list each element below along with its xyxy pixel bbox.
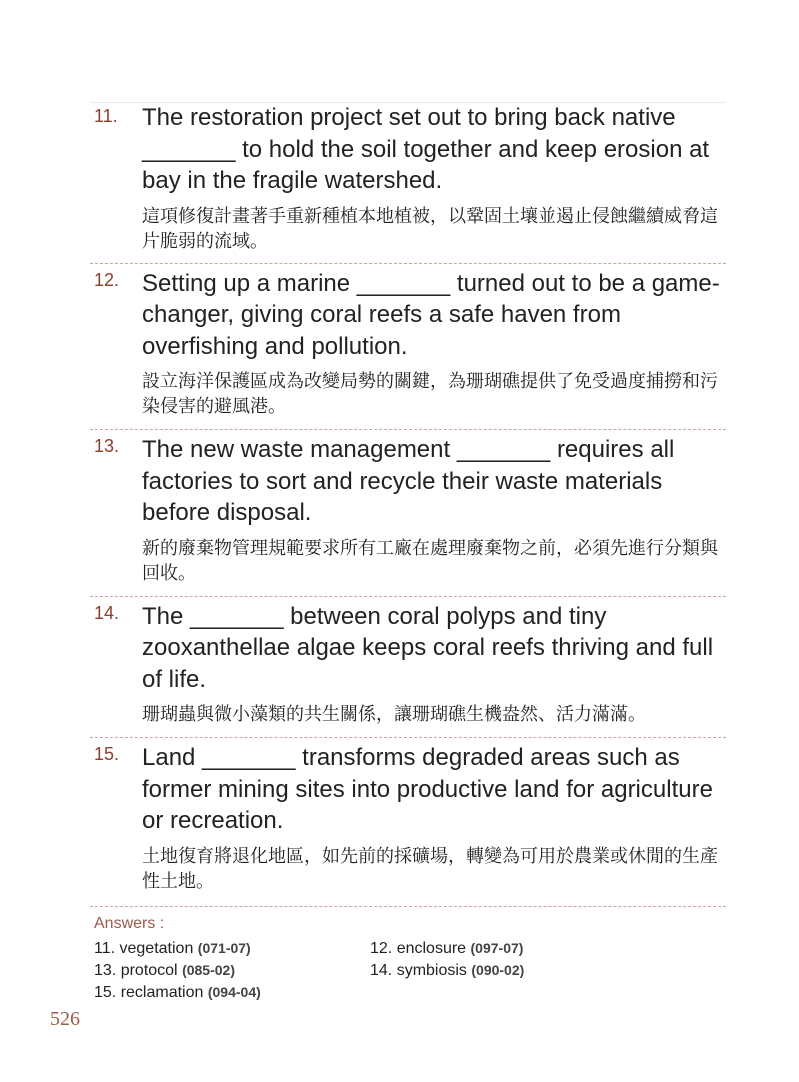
answer-code: (094-04) [207, 984, 261, 1000]
question-chinese: 設立海洋保護區成為改變局勢的關鍵，為珊瑚礁提供了免受過度捕撈和污染侵害的避風港。 [142, 371, 718, 417]
answer-15 [94, 984, 261, 1002]
answer-label: 13. protocol [94, 962, 178, 979]
question-english: Land _______ transforms degraded areas such as former mining sites into productive land for agriculture or recreation. [142, 744, 713, 834]
answer-code: (097-07) [470, 940, 524, 956]
answer-14 [370, 962, 524, 980]
answer-code: (071-07) [197, 940, 251, 956]
answer-label: 11. vegetation [94, 940, 194, 957]
question-chinese: 土地復育將退化地區，如先前的採礦場，轉變為可用於農業或休閒的生產性土地。 [142, 845, 718, 892]
question-chinese: 珊瑚蟲與微小藻類的共生關係，讓珊瑚礁生機盎然、活力滿滿。 [142, 704, 646, 725]
answer-code: (090-02) [471, 962, 525, 978]
answer-12 [370, 940, 523, 958]
question-11 [90, 100, 726, 263]
question-chinese: 新的廢棄物管理規範要求所有工廠在處理廢棄物之前，必須先進行分類與回收。 [142, 537, 718, 584]
answers-title: Answers : [94, 915, 165, 932]
question-chinese: 這項修復計畫著手重新種植本地植被，以鞏固土壤並遏止侵蝕繼續威脅這片脆弱的流域。 [142, 205, 718, 252]
question-number: 13. [94, 436, 120, 456]
question-english: Setting up a marine _______ turned out to be a game-changer, giving coral reefs a safe haven from overfishing and pollution. [142, 269, 720, 360]
answer-11 [94, 940, 251, 958]
question-english: The restoration project set out to bring back native _______ to hold the soil together and keep erosion at bay in the fragile watershed. [142, 104, 710, 194]
answer-code: (085-02) [182, 962, 235, 978]
question-number: 12. [94, 269, 120, 290]
question-14 [90, 597, 726, 738]
answer-label: 14. symbiosis [370, 962, 467, 979]
answer-13 [94, 962, 235, 980]
page-number: 526 [50, 1008, 80, 1030]
answer-label: 12. enclosure [370, 940, 467, 957]
question-number: 14. [94, 602, 120, 623]
question-number: 11. [94, 106, 118, 126]
question-15 [90, 738, 726, 906]
question-12 [90, 264, 726, 430]
question-13 [90, 430, 726, 596]
answer-label: 15. reclamation [94, 984, 204, 1001]
question-number: 15. [94, 744, 120, 764]
question-list [90, 100, 726, 907]
question-english: The new waste management _______ requires all factories to sort and recycle their waste materials before disposal. [142, 436, 675, 526]
question-english: The _______ between coral polyps and tiny zooxanthellae algae keeps coral reefs thriving and full of life. [142, 602, 714, 693]
divider [90, 906, 726, 907]
